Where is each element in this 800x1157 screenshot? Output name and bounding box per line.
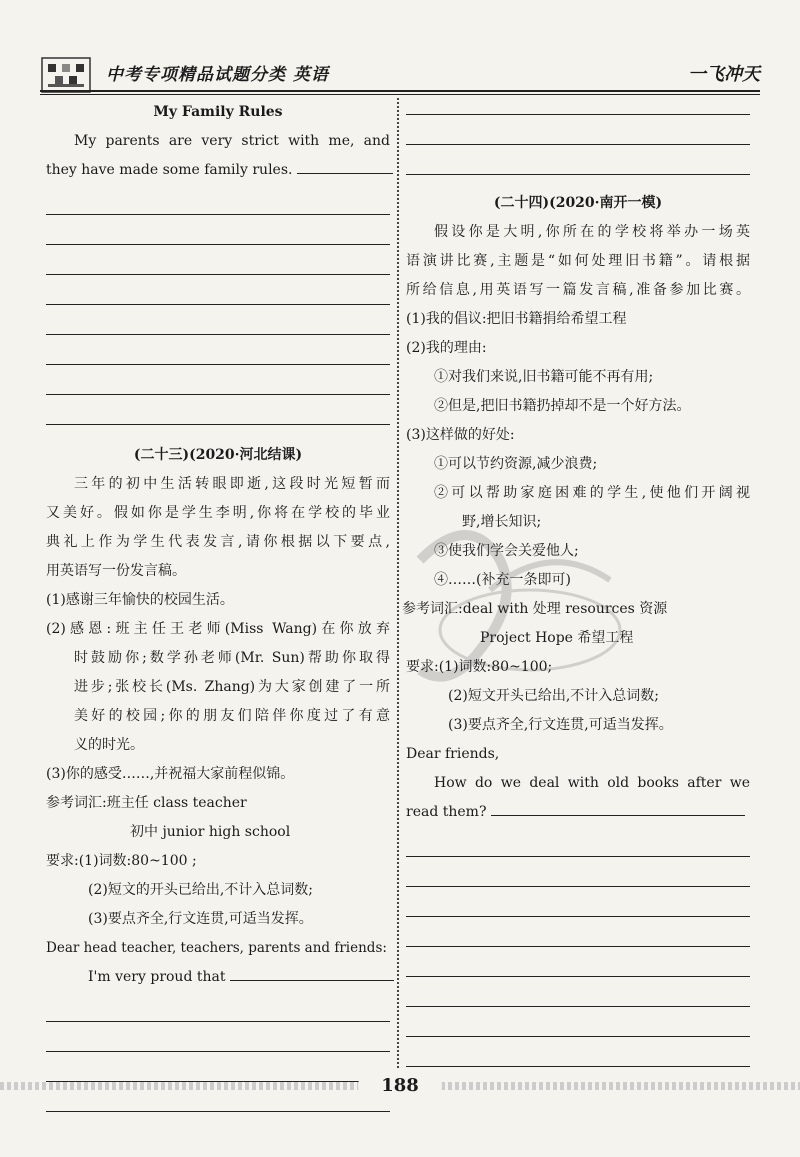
answer-line[interactable] bbox=[406, 857, 750, 887]
essay-paragraph-end bbox=[46, 156, 390, 185]
point-3: (3)这样做的好处: bbox=[406, 427, 515, 443]
point-3d: ④……(补充一条即可) bbox=[434, 572, 571, 588]
header-rule bbox=[40, 90, 760, 92]
prompt-line: 又美好。假如你是学生李明,你将在学校的毕业 bbox=[46, 505, 390, 521]
requirement-3: (3)要点齐全,行文连贯,可适当发挥。 bbox=[448, 717, 673, 733]
vocab-line: 初中 junior high school bbox=[130, 824, 291, 840]
essay-start-end bbox=[406, 798, 750, 827]
section-23-title: (二十三)(2020·河北结课) bbox=[133, 447, 303, 463]
header-title: 中考专项精品试题分类 英语 bbox=[106, 65, 329, 85]
point-2a: ①对我们来说,旧书籍可能不再有用; bbox=[434, 369, 654, 385]
answer-line[interactable] bbox=[406, 115, 750, 145]
vocab-line: 参考词汇:deal with 处理 resources 资源 bbox=[402, 601, 668, 617]
vocab-line: Project Hope 希望工程 bbox=[480, 630, 634, 646]
answer-line[interactable] bbox=[406, 145, 750, 175]
answer-line[interactable] bbox=[406, 98, 750, 115]
answer-line[interactable] bbox=[46, 1022, 390, 1052]
answer-line[interactable] bbox=[406, 977, 750, 1007]
requirement-1: 要求:(1)词数:80~100 ; bbox=[46, 853, 197, 869]
right-column bbox=[402, 98, 750, 1067]
prompt-line: 三年的初中生活转眼即逝,这段时光短暂而 bbox=[74, 476, 390, 492]
essay-start: How do we deal with old books after we bbox=[434, 775, 750, 791]
essay-start-text: I'm very proud that bbox=[88, 969, 226, 985]
answer-line[interactable] bbox=[46, 992, 390, 1022]
point-2b: ②但是,把旧书籍扔掉却不是一个好方法。 bbox=[434, 398, 691, 414]
page-number: 188 bbox=[358, 1068, 442, 1104]
prompt-line: 用英语写一份发言稿。 bbox=[46, 563, 186, 579]
answer-line[interactable] bbox=[46, 275, 390, 305]
answer-blank[interactable] bbox=[491, 799, 745, 816]
column-divider bbox=[397, 98, 399, 1068]
answer-line[interactable] bbox=[46, 215, 390, 245]
answer-blank[interactable] bbox=[230, 964, 394, 981]
essay-paragraph: My parents are very strict with me, and bbox=[74, 133, 390, 149]
answer-line[interactable] bbox=[406, 947, 750, 977]
point-3b-cont: 野,增长知识; bbox=[462, 514, 542, 530]
point-2: (2)我的理由: bbox=[406, 340, 487, 356]
answer-line[interactable] bbox=[406, 827, 750, 857]
prompt-line: 所给信息,用英语写一篇发言稿,准备参加比赛。 bbox=[406, 282, 750, 298]
point-2-cont: 进步;张校长(Ms. Zhang)为大家创建了一所 bbox=[74, 679, 390, 695]
point-2-cont: 时鼓励你;数学孙老师(Mr. Sun)帮助你取得 bbox=[74, 650, 390, 666]
vocab-line: 参考词汇:班主任 class teacher bbox=[46, 795, 247, 811]
prompt-line: 假设你是大明,你所在的学校将举办一场英 bbox=[434, 224, 750, 240]
greeting: Dear friends, bbox=[406, 746, 500, 762]
requirement-2: (2)短文开头已给出,不计入总词数; bbox=[448, 688, 659, 704]
answer-line[interactable] bbox=[46, 305, 390, 335]
answer-line[interactable] bbox=[46, 335, 390, 365]
point-3c: ③使我们学会关爱他人; bbox=[434, 543, 579, 559]
essay-start-text: read them? bbox=[406, 804, 487, 820]
page-header bbox=[40, 56, 760, 104]
point-3: (3)你的感受……,并祝福大家前程似锦。 bbox=[46, 766, 295, 782]
requirement-2: (2)短文的开头已给出,不计入总词数; bbox=[88, 882, 313, 898]
answer-line[interactable] bbox=[46, 395, 390, 425]
point-1: (1)我的倡议:把旧书籍捐给希望工程 bbox=[406, 311, 627, 327]
answer-line[interactable] bbox=[46, 365, 390, 395]
section-24-title: (二十四)(2020·南开一模) bbox=[493, 195, 663, 211]
point-2-cont: 义的时光。 bbox=[74, 737, 144, 753]
point-2: (2)感恩:班主任王老师(Miss Wang)在你放弃 bbox=[46, 621, 390, 637]
point-1: (1)感谢三年愉快的校园生活。 bbox=[46, 592, 234, 608]
header-brand: 一飞冲天 bbox=[688, 64, 760, 85]
answer-line[interactable] bbox=[46, 185, 390, 215]
answer-line[interactable] bbox=[406, 917, 750, 947]
answer-blank[interactable] bbox=[297, 157, 393, 174]
requirement-1: 要求:(1)词数:80~100; bbox=[406, 659, 553, 675]
answer-line[interactable] bbox=[46, 245, 390, 275]
header-logo-icon bbox=[40, 56, 92, 94]
answer-line[interactable] bbox=[406, 1007, 750, 1037]
header-rule-thin bbox=[40, 94, 760, 95]
essay-start bbox=[46, 963, 390, 992]
prompt-line: 典礼上作为学生代表发言,请你根据以下要点, bbox=[46, 534, 390, 550]
prompt-line: 语演讲比赛,主题是“如何处理旧书籍”。请根据 bbox=[406, 253, 750, 269]
greeting: Dear head teacher, teachers, parents and friends: bbox=[46, 940, 387, 956]
essay-title: My Family Rules bbox=[153, 104, 283, 120]
left-column bbox=[46, 98, 390, 1112]
requirement-3: (3)要点齐全,行文连贯,可适当发挥。 bbox=[88, 911, 313, 927]
page-footer bbox=[0, 1058, 800, 1118]
point-2-cont: 美好的校园;你的朋友们陪伴你度过了有意 bbox=[74, 708, 390, 724]
point-3b: ②可以帮助家庭困难的学生,使他们开阔视 bbox=[434, 485, 750, 501]
point-3a: ①可以节约资源,减少浪费; bbox=[434, 456, 598, 472]
answer-line[interactable] bbox=[406, 887, 750, 917]
essay-paragraph-text: they have made some family rules. bbox=[46, 162, 293, 178]
